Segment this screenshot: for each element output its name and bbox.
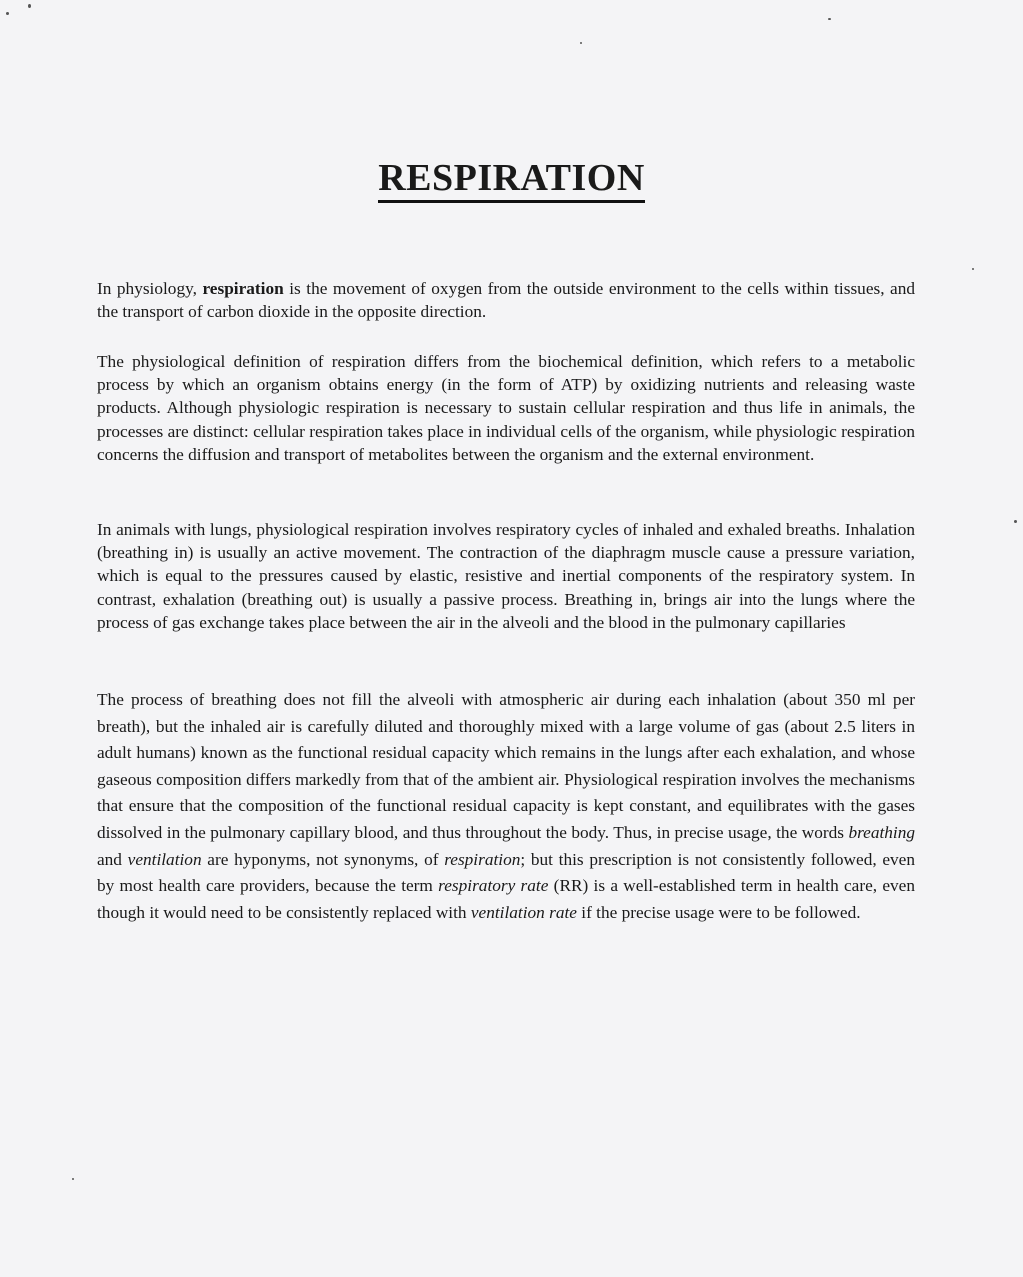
italic-term-respiration: respiration [444,849,521,869]
paragraph-breathing-process [97,687,915,926]
text-run: The process of breathing does not fill the alveoli with atmospheric air during each inhalation (about 350 ml per breath), but the inhaled air is carefully diluted and thoroughly mixed with a large volume of gas (about 2.5 liters in adult humans) known as the functional residual capacity which remains in the lungs after each exhalation, and whose gaseous composition differs markedly from that of the ambient air. Physiological respiration involves the mechanisms that ensure that the composition of the functional residual capacity is kept constant, and equilibrates with the gases dissolved in the pulmonary capillary blood, and thus throughout the body. Thus, in precise usage, the words [97,690,915,842]
paragraph-definition [97,277,915,323]
scan-speck [6,12,9,15]
page-title-text: RESPIRATION [378,156,645,203]
page-title [0,152,1023,204]
scan-speck [828,18,831,20]
text-run: (RR) is a well-established term in health care, even though it would need to be consistently replaced with [97,876,915,922]
italic-term-ventilation-rate: ventilation rate [470,902,577,922]
scan-speck [972,268,974,270]
paragraph-animals-with-lungs [97,518,915,634]
scan-speck [72,1178,74,1180]
italic-term-breathing: breathing [848,822,915,842]
paragraph-physiological-vs-biochemical [97,350,915,466]
text-run: In animals with lungs, physiological respiration involves respiratory cycles of inhaled and exhaled breaths. Inhalation (breathing in) is usually an active movement. The contraction of the diaphragm muscle cause a pressure variation, which is equal to the pressures caused by elastic, resistive and inertial components of the respiratory system. In contrast, exhalation (breathing out) is usually a passive process. Breathing in, brings air into the lungs where the process of gas exchange takes place between the air in the alveoli and the blood in the pulmonary capillaries [97,520,915,632]
scan-speck [1014,520,1017,523]
text-run: if the precise usage were to be followed. [576,902,861,922]
bold-term-respiration: respiration [202,279,284,298]
text-run: are hyponyms, not synonyms, of [201,849,445,869]
text-run: The physiological definition of respiration differs from the biochemical definition, which refers to a metabolic process by which an organism obtains energy (in the form of ATP) by oxidizing nutrients and releasing waste products. Although physiologic respiration is necessary to sustain cellular respiration and thus life in animals, the processes are distinct: cellular respiration takes place in individual cells of the organism, while physiologic respiration concerns the diffusion and transport of metabolites between the organism and the external environment. [97,352,915,464]
text-run: is the movement of oxygen from the outside environment to the cells within tissues, and the transport of carbon dioxide in the opposite direction. [97,279,916,322]
italic-term-respiratory-rate: respiratory rate [438,876,549,896]
text-run: and [97,849,128,869]
scan-speck [580,42,582,44]
italic-term-ventilation: ventilation [127,849,202,869]
text-run: In physiology, [97,279,203,298]
scan-speck [28,4,31,8]
text-run: ; but this prescription is not consistently followed, even by most health care providers, because the term [97,849,915,896]
